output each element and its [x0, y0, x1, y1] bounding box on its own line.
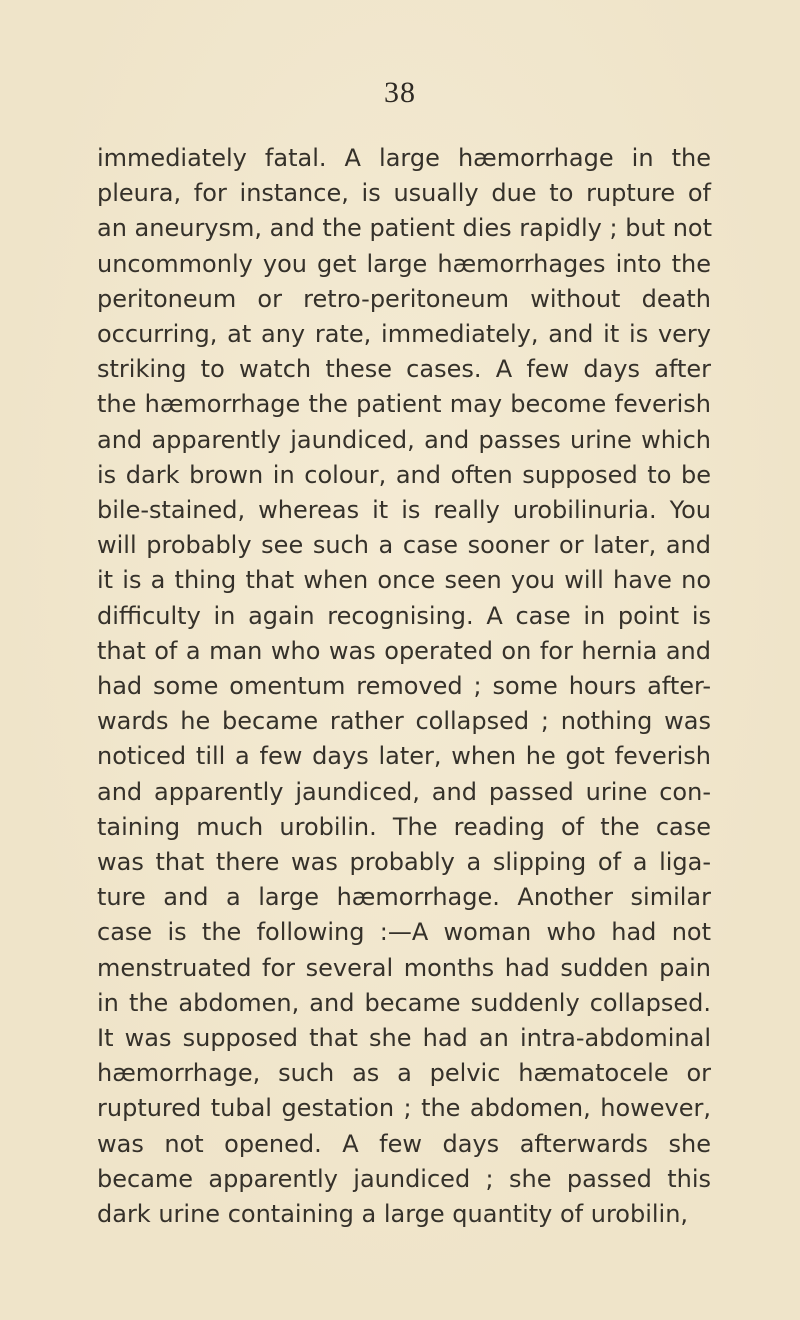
- text-line: that of a man who was operated on for hernia and: [97, 636, 711, 665]
- text-line: ruptured tubal gestation ; the abdomen, however,: [97, 1094, 711, 1123]
- text-line: hæmorrhage, such as a pelvic hæmatocele or: [97, 1059, 711, 1088]
- text-line: wards he became rather collapsed ; nothing was: [97, 707, 711, 736]
- text-line: immediately fatal. A large hæmorrhage in the: [97, 144, 711, 172]
- text-line: taining much urobilin. The reading of the case: [97, 812, 711, 841]
- text-line: peritoneum or retro-peritoneum without death: [97, 284, 711, 313]
- text-line: It was supposed that she had an intra-abdominal: [97, 1024, 711, 1052]
- text-line: in the abdomen, and became suddenly collapsed.: [97, 988, 711, 1017]
- text-line: case is the following :—A woman who had not: [97, 918, 711, 947]
- text-line: became apparently jaundiced ; she passed this: [97, 1164, 711, 1193]
- text-line: occurring, at any rate, immediately, and it is very: [97, 320, 711, 348]
- text-line: ture and a large hæmorrhage. Another similar: [97, 883, 711, 912]
- text-line: pleura, for instance, is usually due to rupture of: [97, 179, 711, 208]
- text-line: menstruated for several months had sudden pain: [97, 953, 711, 982]
- text-line: and apparently jaundiced, and passes urine which: [97, 425, 711, 454]
- text-line: an aneurysm, and the patient dies rapidly ; but not: [97, 214, 712, 243]
- page-number: 38: [384, 76, 416, 109]
- text-line: bile-stained, whereas it is really urobilinuria. You: [97, 496, 711, 524]
- text-line: the hæmorrhage the patient may become feverish: [97, 390, 711, 419]
- text-line: it is a thing that when once seen you will have no: [97, 566, 711, 595]
- text-line: dark urine containing a large quantity of urobilin,: [97, 1200, 689, 1228]
- text-line: and apparently jaundiced, and passed urine con-: [97, 777, 711, 806]
- text-line: is dark brown in colour, and often supposed to be: [97, 460, 711, 489]
- text-line: had some omentum removed ; some hours after-: [97, 672, 711, 700]
- text-line: was that there was probably a slipping of a liga-: [97, 848, 711, 876]
- text-line: difficulty in again recognising. A case in point is: [97, 601, 711, 630]
- text-line: uncommonly you get large hæmorrhages into the: [97, 249, 711, 278]
- text-line: striking to watch these cases. A few days after: [97, 355, 711, 384]
- text-line: noticed till a few days later, when he got feverish: [97, 742, 711, 771]
- text-line: was not opened. A few days afterwards she: [97, 1129, 711, 1158]
- text-line: will probably see such a case sooner or later, and: [97, 531, 711, 560]
